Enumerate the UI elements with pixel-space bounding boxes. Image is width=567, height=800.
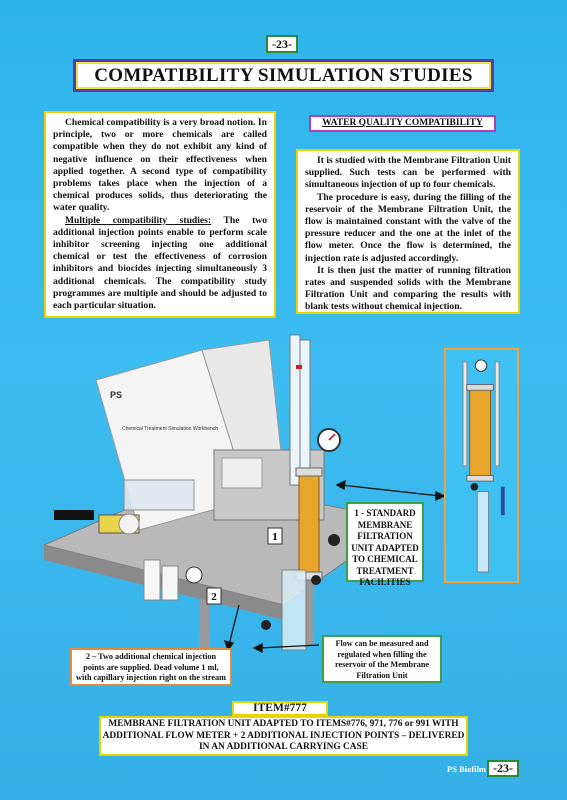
water-quality-paragraph-1: It is studied with the Membrane Filtration Unit supplied. Such tests can be performed with simultaneous injection of up to four chemicals.: [305, 155, 511, 191]
water-quality-heading: WATER QUALITY COMPATIBILITY: [309, 115, 496, 132]
multiple-studies-paragraph: [53, 215, 267, 313]
footer-brand: PS Biofilm: [447, 764, 486, 774]
multiple-studies-body: The two additional injection points enable to perform scale inhibitor screening injecting one additional chemical or test the effectiveness of corrosion inhibitors and biocides injecting simultaneously 3 additional chemicals. The compatibility study programmes are multiple and should be adjusted to each particular situation.: [53, 214, 267, 312]
intro-text-box: [44, 111, 276, 318]
water-quality-paragraph-2: The procedure is easy, during the filling of the reservoir of the Membrane Filtration Unit, the flow is maintained constant with the valve of the pressure reducer and the one at the inlet of the flow meter. Once the flow is determined, the injection rate is adjusted accordingly.: [305, 191, 511, 264]
multiple-studies-heading: Multiple compatibility studies:: [65, 214, 212, 226]
photo-label-2: 2: [211, 591, 217, 603]
item-description: MEMBRANE FILTRATION UNIT ADAPTED TO ITEMS#776, 971, 776 or 991 WITH ADDITIONAL FLOW METER + 2 ADDITIONAL INJECTION POINTS – DELIVERED IN AN ADDITIONAL CARRYING CASE: [99, 716, 468, 756]
item-title: ITEM#777: [232, 701, 328, 716]
injection-points-callout: 2 – Two additional chemical injection points are supplied. Dead volume 1 ml, with capillary injection right on the stream: [70, 648, 232, 686]
page-number-bottom: -23-: [487, 760, 519, 777]
standard-unit-callout: 1 - STANDARD MEMBRANE FILTRATION UNIT ADAPTED TO CHEMICAL TREATMENT FACILITIES: [346, 502, 424, 582]
page-title: COMPATIBILITY SIMULATION STUDIES: [73, 59, 494, 92]
manual-brand: PS: [110, 390, 123, 400]
water-quality-paragraph-3: It is then just the matter of running filtration rates and suspended solids with the Membrane Filtration Unit and comparing the results with blank tests without chemical injection.: [305, 264, 511, 313]
manual-title: Chemical Treatment Simulation Workbench: [122, 426, 219, 432]
filtration-unit-photo: [444, 348, 519, 583]
page-number-top: -23-: [266, 35, 298, 53]
photo-label-1: 1: [272, 531, 278, 543]
pressure-gauge-icon: [475, 360, 486, 371]
water-quality-text-box: [296, 149, 520, 314]
intro-paragraph: Chemical compatibility is a very broad notion. In principle, two or more chemicals are called compatible when they do not exhibit any kind of negative influence on their effectiveness when applied together. A second type of compatibility problems takes place when the injection of a chemical produces solids, thus deteriorating the water quality.: [53, 117, 267, 214]
flow-callout: Flow can be measured and regulated when filling the reservoir of the Membrane Filtration Unit: [322, 635, 442, 683]
